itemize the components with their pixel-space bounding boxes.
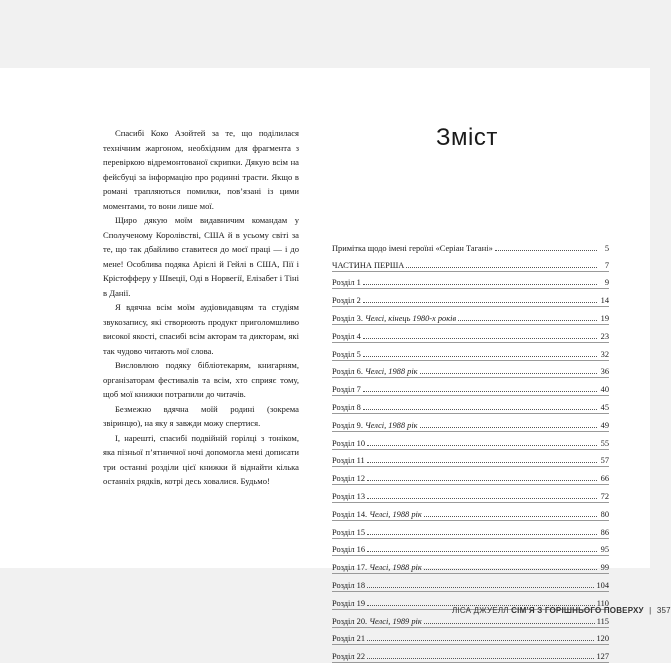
dot-leader [420,373,597,374]
toc-entry-page: 45 [600,402,609,412]
dot-leader [406,267,597,268]
toc-entry-chapter: Розділ 2 [332,296,361,306]
toc-entry-chapter: Розділ 15 [332,527,366,537]
toc-entry-subtitle: Челсі, кінець 1980-х років [365,313,457,323]
toc-entry-page: 9 [604,278,609,288]
toc-entry-page: 49 [600,420,609,430]
toc-entry-label [332,562,422,573]
toc-entry [332,396,609,414]
toc-entry-label [332,277,361,288]
toc-entry [332,343,609,361]
toc-entry-page: 110 [596,598,609,608]
toc-entry [332,361,609,379]
toc-entry-chapter: Розділ 14. [332,509,368,519]
toc-entry-chapter: Розділ 10 [332,438,366,448]
dot-leader [367,587,594,588]
toc-entry-page: 19 [600,313,609,323]
dot-leader [367,480,597,481]
dot-leader [424,516,597,517]
toc-entry-chapter: Розділ 16 [332,545,366,555]
toc-entry-chapter: Розділ 19 [332,598,366,608]
toc-entry-label [332,331,361,342]
toc-entry-label [332,455,365,466]
dot-leader [363,284,597,285]
dot-leader [424,569,597,570]
dot-leader [367,551,597,552]
toc-entry-label [332,598,365,609]
toc-entry-page: 120 [596,634,609,644]
dot-leader [363,391,597,392]
toc-entry-label [332,313,456,324]
toc-entry-subtitle: Челсі, 1988 рік [365,420,418,430]
toc-entry-chapter: Розділ 5 [332,349,361,359]
toc-entry-label [332,651,365,662]
toc-entry-chapter: Розділ 4 [332,331,361,341]
toc-entry-page: 40 [600,385,609,395]
toc-entry-chapter: Розділ 9. [332,420,363,430]
toc-entry-page: 115 [596,616,609,626]
toc-entry-page: 86 [600,527,609,537]
footer-separator: | [649,606,652,615]
toc-entry-chapter: Розділ 3. [332,313,363,323]
toc-entry-page: 104 [596,580,609,590]
toc-entry-page: 23 [600,331,609,341]
toc-entry-label [332,402,361,413]
toc-entry [332,574,609,592]
toc-entry-chapter: Розділ 11 [332,456,365,466]
toc-entry-label [332,527,365,538]
dot-leader [495,250,597,251]
dot-leader [420,427,597,428]
toc-entry-page: 57 [600,456,609,466]
toc-entry-label [332,384,361,395]
toc-entry [332,539,609,557]
footer-book-title: СІМ’Я З ГОРІШНЬОГО ПОВЕРХУ [511,606,644,615]
dot-leader [363,409,597,410]
toc-entry-label [332,616,422,627]
toc-entry-page: 32 [600,349,609,359]
toc-entry-subtitle: Челсі, 1988 рік [369,509,422,519]
toc-entry-chapter: Розділ 22 [332,652,366,662]
footer-author: ЛІСА ДЖУЕЛЛ [452,606,509,615]
toc-entry-page: 55 [600,438,609,448]
toc-entry [332,325,609,343]
toc-entry [332,254,609,272]
book-spread [0,68,671,662]
toc-entry [332,645,609,663]
toc-entry-label [332,438,365,449]
toc-entry-chapter: Розділ 7 [332,385,361,395]
toc-entry [332,467,609,485]
toc-entry [332,307,609,325]
paragraph: Я вдячна всім моїм аудіовидавцям та студіям звукозапису, які створюють продукт приголомшливо високої якості, спасибі всім акторам та дикторам, які так чудово читають мої слова. [103,302,299,356]
table-of-contents [332,236,609,663]
toc-entry-label [332,633,365,644]
acknowledgements-text [103,126,299,489]
paragraph: Висловлюю подяку бібліотекарям, книгарням, організаторам фестивалів та всім, хто сприяє тому, щоб мої книжки потрапили до читачів. [103,360,299,399]
toc-entry-subtitle: Челсі, 1988 рік [365,367,418,377]
toc-entry-label [332,473,365,484]
toc-entry [332,414,609,432]
toc-entry [332,236,609,254]
dot-leader [424,623,595,624]
footer-page-number: 357 [656,606,671,615]
toc-entry-page: 36 [600,367,609,377]
paragraph: Безмежно вдячна моїй родині (зокрема звіринцю), на яку я завжди можу спертися. [103,403,299,428]
toc-entry [332,272,609,290]
toc-entry-page: 14 [600,296,609,306]
toc-entry-page: 95 [600,545,609,555]
toc-entry-label [332,420,418,431]
toc-title: Зміст [436,124,498,151]
dot-leader [363,302,597,303]
toc-entry-chapter: Розділ 17. [332,563,368,573]
paragraph: І, нарешті, спасибі подвійній горілці з тоніком, яка пізньої п’ятничної ночі допомогла мені дописати три останні розділи цієї книжки й віднайти кілька останніх рядків, котрі десь ховалися. Будьмо! [103,432,299,486]
page-footer [452,606,671,615]
toc-entry-chapter: Розділ 18 [332,580,366,590]
toc-entry-page: 66 [600,474,609,484]
toc-entry [332,450,609,468]
toc-entry-label [332,491,365,502]
toc-entry-chapter: Розділ 13 [332,491,366,501]
toc-entry-chapter: Розділ 21 [332,634,366,644]
toc-entry [332,485,609,503]
paragraph: Щиро дякую моїм видавничим командам у Сполученому Королівстві, США й в усьому світі за те, що так дбайливо ставитеся до моєї праці — і до мене! Особлива подяка Арієлі й Гейлі в США, Пії і Крістофферу у Швеції, Оді в Норвегії, Елізабет і Тіні в Данії. [103,215,299,298]
toc-entry-chapter: Розділ 12 [332,474,366,484]
toc-entry-chapter: Розділ 20. [332,616,368,626]
toc-entry-label [332,349,361,360]
toc-entry-page: 80 [600,509,609,519]
toc-entry-page: 7 [604,260,609,270]
toc-entry-chapter: Розділ 1 [332,278,361,288]
toc-entry-subtitle: Челсі, 1988 рік [369,563,422,573]
toc-entry-page: 5 [604,243,609,253]
toc-entry-label [332,509,422,520]
toc-entry [332,628,609,646]
toc-entry-page: 72 [600,491,609,501]
toc-entry [332,378,609,396]
dot-leader [367,534,597,535]
dot-leader [367,462,597,463]
dot-leader [367,445,597,446]
toc-entry-label [332,580,365,591]
toc-entry-chapter: Примітка щодо імені героїні «Серіан Тагані» [332,243,493,253]
toc-entry-chapter: ЧАСТИНА ПЕРША [332,260,405,270]
toc-entry-chapter: Розділ 8 [332,402,361,412]
toc-entry-label [332,544,365,555]
paragraph: Спасибі Коко Азойтей за те, що поділилася технічним жаргоном, необхідним для фрагмента з перевіркою відремонтованої скрипки. Дякую всім на фейсбуці за інформацію про родинні трасти. Якщо в романі трапляються помилки, пов’язані із цими моментами, то вони лише мої. [103,128,299,211]
toc-entry [332,556,609,574]
toc-entry-label [332,260,404,271]
toc-entry [332,432,609,450]
toc-entry-page: 99 [600,563,609,573]
dot-leader [367,658,594,659]
toc-entry-chapter: Розділ 6. [332,367,363,377]
toc-entry-page: 127 [596,652,609,662]
dot-leader [458,320,597,321]
dot-leader [363,356,597,357]
dot-leader [367,498,597,499]
toc-entry-label [332,243,493,254]
toc-entry-label [332,366,418,377]
toc-entry-label [332,295,361,306]
dot-leader [363,338,597,339]
toc-entry [332,289,609,307]
toc-entry [332,521,609,539]
toc-entry [332,503,609,521]
toc-entry-subtitle: Челсі, 1989 рік [369,616,422,626]
dot-leader [367,640,594,641]
